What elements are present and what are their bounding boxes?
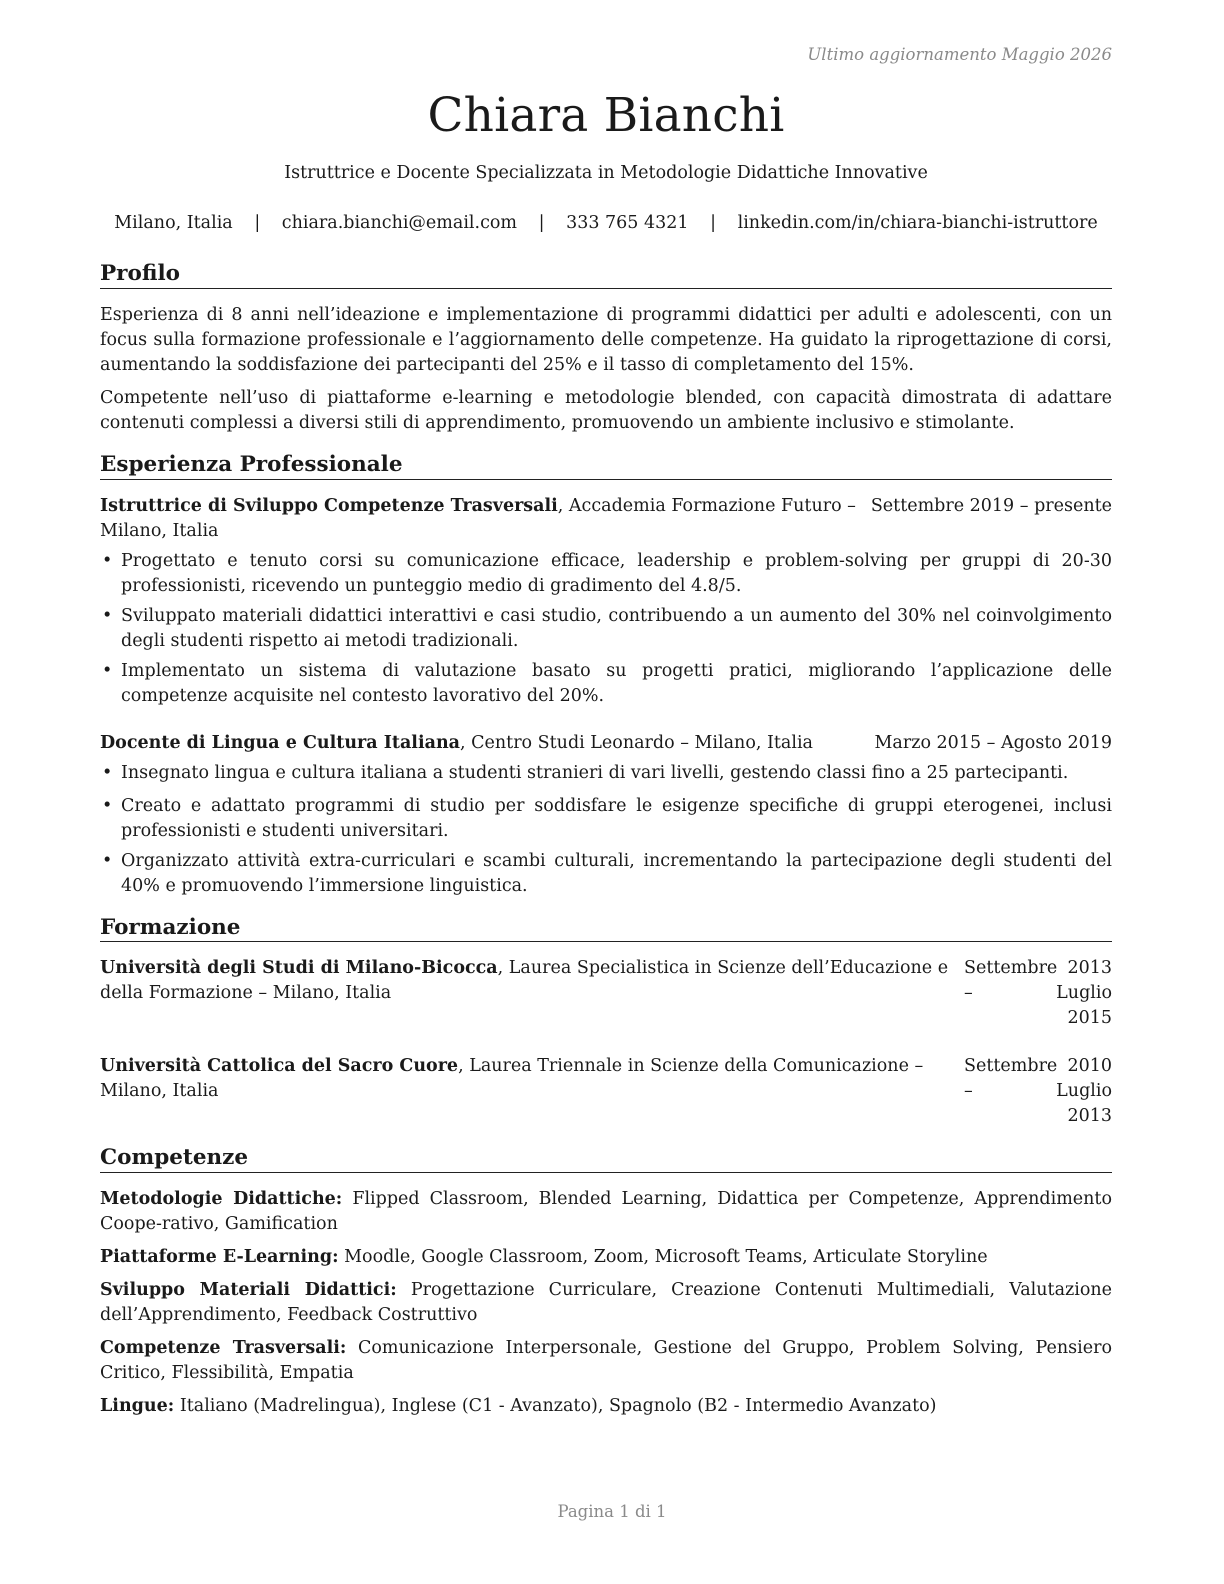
job-bullets [100, 761, 1112, 899]
job-organization: , Centro Studi Leonardo – Milano, Italia [460, 732, 813, 753]
job-organization: , Accademia Formazione Futuro – Milano, Italia [100, 495, 856, 541]
list-item [100, 794, 1112, 844]
bullet-text: Sviluppato materiali didattici interattivi e casi studio, contribuendo a un aumento del 30% nel coinvolgimento degli studenti rispetto ai metodi tradizionali. [121, 605, 1112, 651]
education-title-line [100, 956, 964, 1031]
skills-section [100, 1145, 1112, 1419]
education-dates-line1: Settembre 2010 – Luglio [964, 1056, 1112, 1102]
skill-row [100, 1394, 1112, 1419]
contact-phone: 333 765 4321 [566, 213, 689, 233]
bullet-text: Implementato un sistema di valutazione basato su progetti pratici, migliorando l’applicazione delle competenze acquisite nel contesto lavorativo del 20%. [121, 660, 1112, 706]
education-section [100, 915, 1112, 1130]
job-entry [100, 494, 1112, 709]
contact-line [100, 213, 1112, 233]
skill-label: Metodologie Didattiche: [100, 1189, 343, 1210]
job-title-line [100, 731, 875, 756]
list-item [100, 549, 1112, 599]
education-dates-line1: Settembre 2013 – Luglio [964, 958, 1112, 1004]
contact-linkedin[interactable]: linkedin.com/in/chiara-bianchi-istruttore [737, 213, 1098, 233]
skill-value: Flipped Classroom, Blended Learning, Didattica per Competenze, Apprendimento Coope-rativo, Gamification [100, 1189, 1112, 1235]
job-header [100, 494, 1112, 544]
education-degree: , Laurea Triennale in Scienze della Comunicazione – Milano, Italia [100, 1056, 924, 1102]
bullet-icon: • [102, 550, 113, 571]
job-header [100, 731, 1112, 756]
bullet-icon: • [102, 850, 113, 871]
job-title-line [100, 494, 871, 544]
bullet-icon: • [102, 762, 113, 783]
candidate-subtitle: Istruttrice e Docente Specializzata in Metodologie Didattiche Innovative [284, 163, 928, 183]
section-title-skills: Competenze [100, 1145, 1112, 1173]
bullet-text: Creato e adattato programmi di studio per soddisfare le esigenze specifiche di gruppi eterogenei, inclusi professionisti e studenti universitari. [121, 795, 1112, 841]
education-dates [964, 956, 1112, 1031]
candidate-name: Chiara Bianchi [427, 88, 785, 143]
job-role: Docente di Lingua e Cultura Italiana [100, 732, 461, 753]
contact-separator: | [254, 213, 261, 233]
job-bullets [100, 549, 1112, 709]
education-title-line [100, 1054, 964, 1129]
bullet-icon: • [102, 795, 113, 816]
contact-separator: | [538, 213, 545, 233]
page-footer: Pagina 1 di 1 [557, 1502, 667, 1521]
job-role: Istruttrice di Sviluppo Competenze Trasversali [100, 495, 558, 516]
list-item [100, 761, 1112, 786]
job-entry [100, 731, 1112, 899]
skill-label: Competenze Trasversali: [100, 1338, 347, 1359]
profile-paragraph: Competente nell’uso di piattaforme e-learning e metodologie blended, con capacità dimostrata di adattare contenuti complessi a diversi stili di apprendimento, promuovendo un ambiente inclusivo e stimolante. [100, 387, 1112, 433]
skill-value: Progettazione Curriculare, Creazione Contenuti Multimediali, Valutazione dell’Apprendimento, Feedback Costruttivo [100, 1280, 1112, 1326]
education-dates-line2: 2015 [1067, 1008, 1112, 1029]
experience-section [100, 452, 1112, 899]
skill-label: Sviluppo Materiali Didattici: [100, 1280, 397, 1301]
skill-value: Comunicazione Interpersonale, Gestione del Gruppo, Problem Solving, Pensiero Critico, Flessibilità, Empatia [100, 1338, 1112, 1384]
education-school: Università Cattolica del Sacro Cuore [100, 1056, 459, 1077]
section-title-education: Formazione [100, 915, 1112, 943]
section-title-profile: Profilo [100, 261, 1112, 289]
skill-row [100, 1245, 1112, 1270]
bullet-icon: • [102, 605, 113, 626]
education-entry [100, 1054, 1112, 1129]
job-dates: Marzo 2015 – Agosto 2019 [874, 732, 1112, 753]
last-updated: Ultimo aggiornamento Maggio 2026 [807, 45, 1112, 64]
skill-label: Piattaforme E-Learning: [100, 1247, 339, 1268]
education-school: Università degli Studi di Milano-Bicocca [100, 958, 498, 979]
bullet-text: Progettato e tenuto corsi su comunicazione efficace, leadership e problem-solving per gruppi di 20-30 professionisti, ricevendo un punteggio medio di gradimento del 4.8/5. [121, 550, 1112, 596]
bullet-text: Organizzato attività extra-curriculari e scambi culturali, incrementando la partecipazione degli studenti del 40% e promuovendo l’immersione linguistica. [121, 850, 1112, 896]
skill-value: Italiano (Madrelingua), Inglese (C1 - Avanzato), Spagnolo (B2 - Intermedio Avanzato) [179, 1396, 937, 1417]
bullet-text: Insegnato lingua e cultura italiana a studenti stranieri di vari livelli, gestendo classi fino a 25 partecipanti. [121, 762, 1069, 783]
profile-paragraph: Esperienza di 8 anni nell’ideazione e implementazione di programmi didattici per adulti e adolescenti, con un focus sulla formazione professionale e l’aggiornamento delle competenze. Ha guidato la riprogettazione di corsi, aumentando la soddisfazione dei partecipanti del 25% e il tasso di completamento del 15%. [100, 304, 1112, 375]
education-dates [964, 1054, 1112, 1129]
bullet-icon: • [102, 660, 113, 681]
list-item [100, 659, 1112, 709]
contact-location: Milano, Italia [114, 213, 233, 233]
education-degree: , Laurea Specialistica in Scienze dell’Educazione e della Formazione – Milano, Italia [100, 958, 949, 1004]
skill-row [100, 1187, 1112, 1237]
contact-email[interactable]: chiara.bianchi@email.com [281, 213, 518, 233]
education-entry [100, 956, 1112, 1031]
skill-row [100, 1278, 1112, 1328]
contact-separator: | [710, 213, 717, 233]
skill-row [100, 1336, 1112, 1386]
list-item [100, 604, 1112, 654]
job-dates: Settembre 2019 – presente [870, 495, 1112, 516]
section-title-experience: Esperienza Professionale [100, 452, 1112, 480]
list-item [100, 849, 1112, 899]
education-dates-line2: 2013 [1067, 1106, 1112, 1127]
skill-value: Moodle, Google Classroom, Zoom, Microsoft Teams, Articulate Storyline [344, 1247, 988, 1268]
skill-label: Lingue: [100, 1396, 175, 1417]
profile-section [100, 261, 1112, 436]
